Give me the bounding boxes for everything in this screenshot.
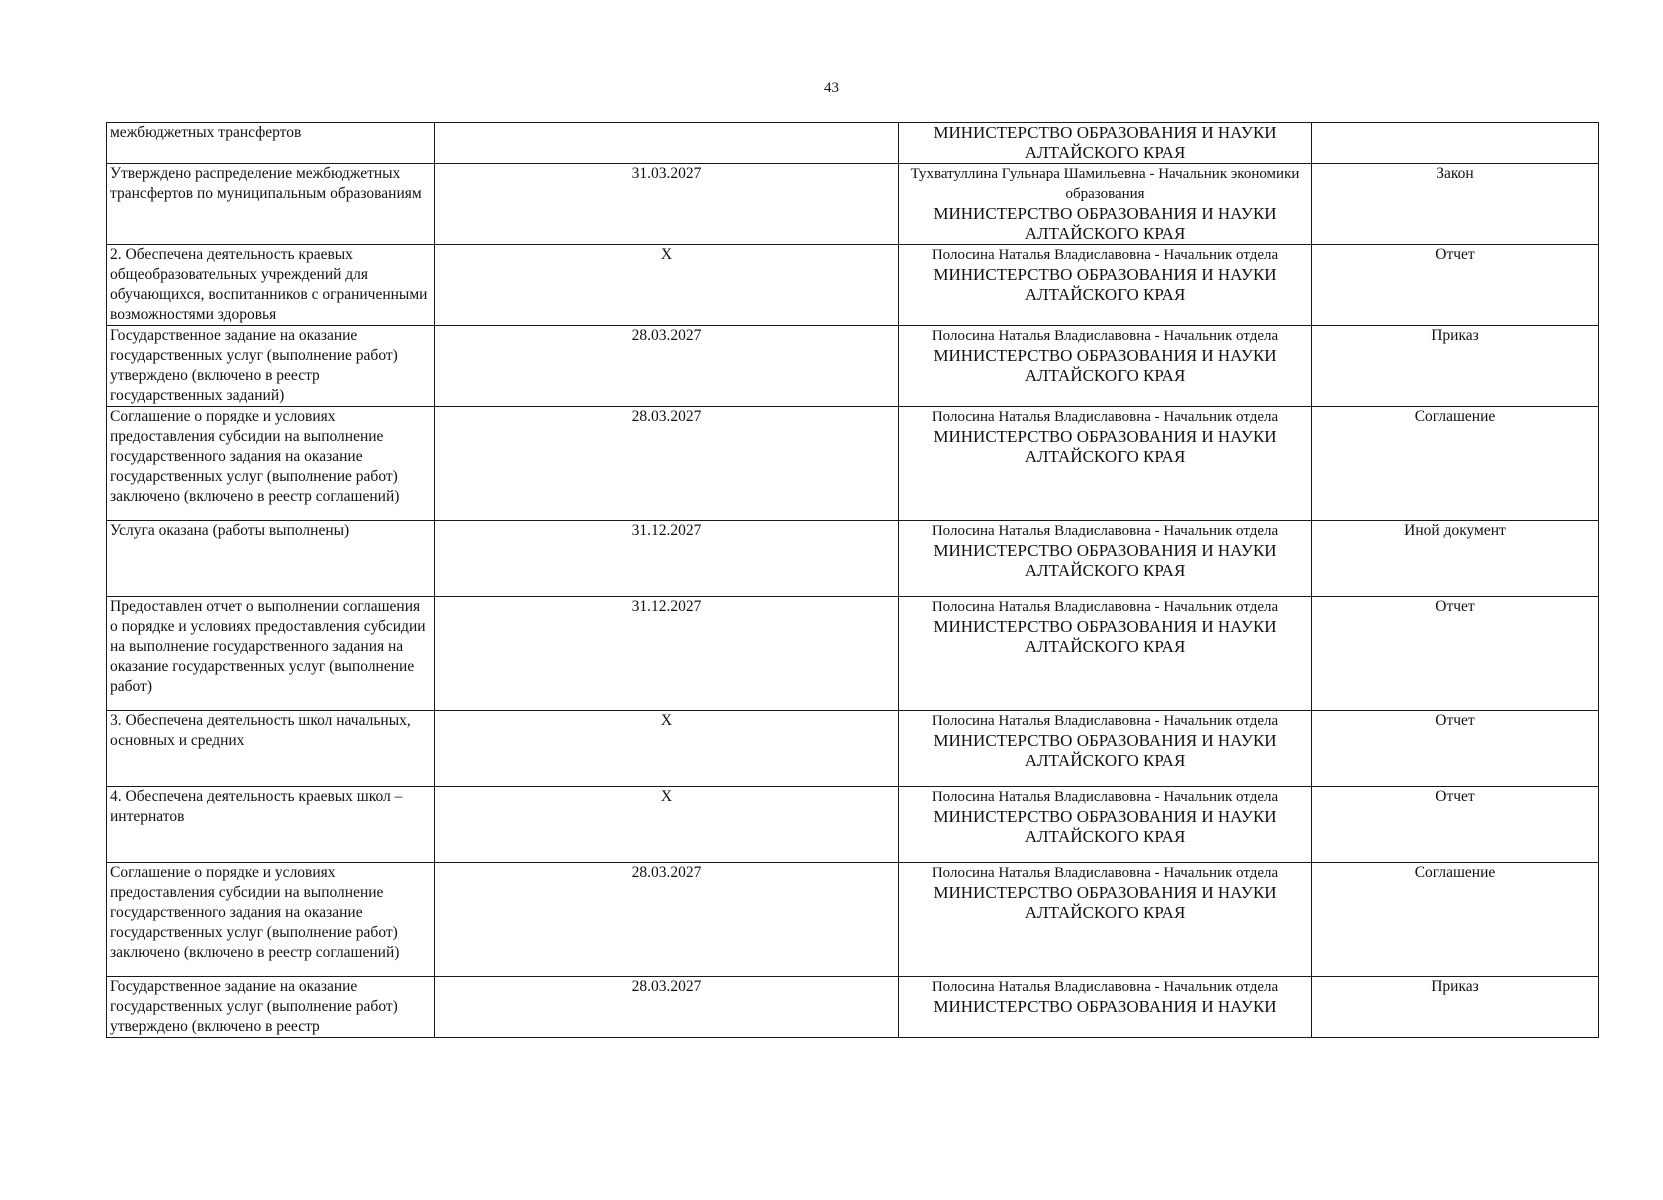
task-cell (107, 245, 435, 326)
responsible-cell (899, 164, 1312, 245)
responsible-cell (899, 123, 1312, 164)
task-text: межбюджетных трансфертов (110, 124, 302, 141)
task-cell (107, 977, 435, 1038)
responsible-person: Полосина Наталья Владиславовна - Начальник отдела (931, 789, 1279, 805)
responsible-cell (899, 977, 1312, 1038)
task-text: Утверждено распределение межбюджетных трансфертов по муниципальным образованиям (110, 165, 422, 202)
task-text: 3. Обеспечена деятельность школ начальных, основных и средних (110, 712, 411, 749)
task-text: Государственное задание на оказание государственных услуг (выполнение работ) утверждено (включено в реестр (110, 978, 398, 1035)
responsible-cell (899, 407, 1312, 521)
task-cell (107, 787, 435, 863)
table-row (107, 597, 1599, 711)
document-type-cell: Соглашение (1312, 407, 1599, 521)
task-text: 4. Обеспечена деятельность краевых школ – интернатов (110, 788, 403, 825)
date-cell: X (435, 245, 899, 326)
table-row (107, 521, 1599, 597)
responsible-organization: МИНИСТЕРСТВО ОБРАЗОВАНИЯ И НАУКИ АЛТАЙСКОГО КРАЯ (933, 427, 1277, 466)
responsible-organization: МИНИСТЕРСТВО ОБРАЗОВАНИЯ И НАУКИ АЛТАЙСКОГО КРАЯ (933, 617, 1277, 656)
plan-table (106, 122, 1599, 1038)
task-cell (107, 521, 435, 597)
responsible-cell (899, 521, 1312, 597)
date-cell: 31.03.2027 (435, 164, 899, 245)
date-cell: 28.03.2027 (435, 407, 899, 521)
task-text: Государственное задание на оказание государственных услуг (выполнение работ) утверждено (включено в реестр государственных заданий) (110, 327, 398, 404)
task-cell (107, 123, 435, 164)
document-type-cell: Закон (1312, 164, 1599, 245)
task-text: 2. Обеспечена деятельность краевых общеобразовательных учреждений для обучающихся, воспитанников с ограниченными возможностями здоровья (110, 246, 428, 323)
responsible-organization: МИНИСТЕРСТВО ОБРАЗОВАНИЯ И НАУКИ АЛТАЙСКОГО КРАЯ (933, 123, 1277, 162)
table-row (107, 123, 1599, 164)
document-type-cell: Отчет (1312, 787, 1599, 863)
responsible-person: Полосина Наталья Владиславовна - Начальник отдела (931, 328, 1279, 344)
document-type-cell: Отчет (1312, 597, 1599, 711)
table-row (107, 326, 1599, 407)
document-type-cell (1312, 123, 1599, 164)
responsible-organization: МИНИСТЕРСТВО ОБРАЗОВАНИЯ И НАУКИ АЛТАЙСКОГО КРАЯ (933, 265, 1277, 304)
responsible-organization: МИНИСТЕРСТВО ОБРАЗОВАНИЯ И НАУКИ АЛТАЙСКОГО КРАЯ (933, 346, 1277, 385)
task-cell (107, 711, 435, 787)
plan-table-body (107, 123, 1599, 1038)
document-type-cell: Отчет (1312, 245, 1599, 326)
document-type-cell: Соглашение (1312, 863, 1599, 977)
responsible-person: Тухватуллина Гульнара Шамильевна - Начальник экономики образования (910, 166, 1300, 202)
task-cell (107, 164, 435, 245)
table-row (107, 164, 1599, 245)
responsible-organization: МИНИСТЕРСТВО ОБРАЗОВАНИЯ И НАУКИ АЛТАЙСКОГО КРАЯ (933, 807, 1277, 846)
responsible-person: Полосина Наталья Владиславовна - Начальник отдела (931, 247, 1279, 263)
date-cell: X (435, 711, 899, 787)
date-cell: 28.03.2027 (435, 863, 899, 977)
task-cell (107, 863, 435, 977)
date-cell: X (435, 787, 899, 863)
responsible-person: Полосина Наталья Владиславовна - Начальник отдела (931, 713, 1279, 729)
date-cell: 28.03.2027 (435, 977, 899, 1038)
table-row (107, 711, 1599, 787)
responsible-cell (899, 597, 1312, 711)
task-cell (107, 597, 435, 711)
task-cell (107, 407, 435, 521)
document-type-cell: Иной документ (1312, 521, 1599, 597)
date-cell (435, 123, 899, 164)
document-type-cell: Приказ (1312, 977, 1599, 1038)
table-row (107, 787, 1599, 863)
responsible-organization: МИНИСТЕРСТВО ОБРАЗОВАНИЯ И НАУКИ АЛТАЙСКОГО КРАЯ (933, 541, 1277, 580)
responsible-person: Полосина Наталья Владиславовна - Начальник отдела (931, 523, 1279, 539)
page-number: 43 (824, 80, 839, 96)
table-row (107, 407, 1599, 521)
task-text: Услуга оказана (работы выполнены) (110, 522, 350, 539)
responsible-cell (899, 245, 1312, 326)
document-type-cell: Отчет (1312, 711, 1599, 787)
responsible-organization: МИНИСТЕРСТВО ОБРАЗОВАНИЯ И НАУКИ АЛТАЙСКОГО КРАЯ (933, 731, 1277, 770)
responsible-cell (899, 711, 1312, 787)
task-cell (107, 326, 435, 407)
responsible-person: Полосина Наталья Владиславовна - Начальник отдела (931, 979, 1279, 995)
responsible-person: Полосина Наталья Владиславовна - Начальник отдела (931, 865, 1279, 881)
table-row (107, 245, 1599, 326)
task-text: Соглашение о порядке и условиях предоставления субсидии на выполнение государственного задания на оказание государственных услуг (выполнение работ) заключено (включено в реестр соглашений) (110, 864, 400, 961)
task-text: Предоставлен отчет о выполнении соглашения о порядке и условиях предоставления субсидии на выполнение государственного задания на оказание государственных услуг (выполнение работ) (110, 598, 426, 695)
date-cell: 31.12.2027 (435, 597, 899, 711)
date-cell: 28.03.2027 (435, 326, 899, 407)
document-type-cell: Приказ (1312, 326, 1599, 407)
responsible-person: Полосина Наталья Владиславовна - Начальник отдела (931, 409, 1279, 425)
responsible-cell (899, 326, 1312, 407)
date-cell: 31.12.2027 (435, 521, 899, 597)
responsible-organization: МИНИСТЕРСТВО ОБРАЗОВАНИЯ И НАУКИ (933, 997, 1277, 1016)
table-row (107, 863, 1599, 977)
table-row (107, 977, 1599, 1038)
responsible-cell (899, 787, 1312, 863)
task-text: Соглашение о порядке и условиях предоставления субсидии на выполнение государственного задания на оказание государственных услуг (выполнение работ) заключено (включено в реестр соглашений) (110, 408, 400, 505)
responsible-person: Полосина Наталья Владиславовна - Начальник отдела (931, 599, 1279, 615)
responsible-organization: МИНИСТЕРСТВО ОБРАЗОВАНИЯ И НАУКИ АЛТАЙСКОГО КРАЯ (933, 204, 1277, 243)
responsible-organization: МИНИСТЕРСТВО ОБРАЗОВАНИЯ И НАУКИ АЛТАЙСКОГО КРАЯ (933, 883, 1277, 922)
responsible-cell (899, 863, 1312, 977)
